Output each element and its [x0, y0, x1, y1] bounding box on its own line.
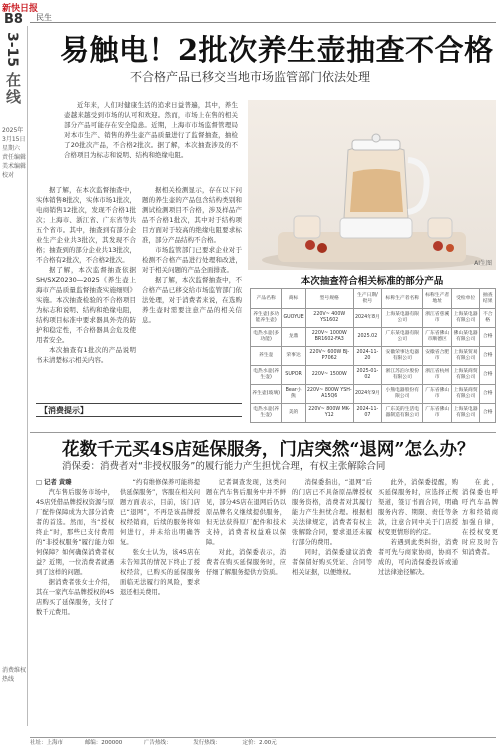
table-row: [251, 366, 496, 385]
masthead-bar: [0, 0, 500, 14]
table-row: [251, 404, 496, 423]
paragraph: 此外，消保委提醒，购买延保服务时，应选择正规渠道，签订书面合同，明确服务内容、期限、责任等条款，注意合同中关于门店授权变更情形的约定。: [378, 479, 458, 536]
footer-item: 发行热线：: [193, 740, 221, 746]
sidebar-meta-line: 热线: [2, 676, 15, 683]
table-row: [251, 385, 496, 404]
sidebar-meta-line: 星期六: [2, 145, 21, 152]
sidebar-brand: 在线: [4, 72, 22, 106]
table-cell: 电热水壶(多功能): [251, 328, 282, 347]
table-cell: 2025-01-02: [353, 366, 382, 385]
paragraph: 据了解，本次监督抽查中，不合格产品已移交给市场监管部门依法处理，对于消费者来说，在选购养生壶时需要注意产品的相关信息。: [142, 276, 242, 324]
table-cell: 荣事达: [282, 347, 306, 366]
sidebar-meta-line: 校对: [2, 172, 15, 179]
sidebar-meta-line: 责任编辑: [2, 154, 27, 161]
table-header: 抽查结果: [480, 289, 496, 309]
table-cell: 安徽省合肥市: [423, 347, 451, 366]
table-header: 商标: [282, 289, 306, 309]
paragraph: “约有维修保养可能将提供延保服务”，客服在相关问题方面表示，目前，该门店已“退网”，不再是该品牌授权经销商，后续的服务将如何进行，并未给出明确答复。: [120, 479, 200, 546]
article2-subhead: 消保委：消费者对“非授权服务”的履行能力产生担忧合理，有权主张解除合同: [62, 461, 386, 472]
table-cell: 2024-11-20: [353, 347, 382, 366]
table-cell: 广东省佛山市顺德区: [423, 328, 451, 347]
article2-column-4: [292, 478, 372, 578]
table-row: [251, 328, 496, 347]
paragraph: 对此，消保委表示，消费者在购买延保服务时，应仔细了解服务提供方资质。: [206, 549, 286, 576]
paragraph: 记者调查发现，这类问题在汽车售后服务中并不鲜见，部分4S店在退网后仍以原品牌名义继续提供服务，但无法获得原厂配件和技术支持，消费者权益难以保障。: [206, 479, 286, 546]
page-number: B8: [4, 12, 23, 27]
paragraph: 张女士认为，该4S店在未告知其的情况下终止了授权经营，已购买的延保服务面临无法履行的风险，要求退还相关费用。: [120, 549, 200, 596]
table-cell: 上海某商贸有限公司: [451, 385, 479, 404]
table-cell: 上海某电器有限公司: [382, 309, 423, 328]
article2-column-3: [206, 478, 286, 578]
table-row: [251, 347, 496, 366]
footer-item: 定价：2.00元: [242, 740, 277, 746]
sidebar-meta-line: 美术编辑: [2, 163, 27, 170]
table-cell: 2024年9月: [353, 385, 382, 404]
table-cell: 广东省佛山市: [423, 404, 451, 423]
paragraph: 在此，消保委也呼吁汽车品牌方和经销商加强自律，在授权变更时应及时告知消费者。: [462, 479, 498, 556]
table-cell: 上海某商贸有限公司: [451, 366, 479, 385]
table-cell: 小熊电器股份有限公司: [382, 385, 423, 404]
table-cell: 浙江省慈溪市: [423, 309, 451, 328]
article2-headline: 花数千元买4S店延保服务，门店突然“退网”怎么办？: [62, 440, 475, 460]
table-cell: 220V~ 800W YSH-A15Q6: [305, 385, 353, 404]
article-subhead: 不合格产品已移交当地市场监管部门依法处理: [130, 70, 371, 84]
sidebar-divider: [27, 26, 28, 726]
table-cell: 220V~ 800W MK-Y12: [305, 404, 353, 423]
article2-column-6: [462, 478, 498, 558]
article2-column-5: [378, 478, 458, 578]
sidebar-meta-bottom: [2, 666, 26, 684]
footer-item: 邮编：200000: [84, 740, 123, 746]
article2-column-1: [36, 478, 114, 618]
article-column-b: [142, 185, 242, 325]
table-cell: 浙江省杭州市: [423, 366, 451, 385]
kettle-photo: [248, 100, 496, 270]
table-row: [251, 309, 496, 328]
table-cell: 电热水壶(养生壶): [251, 366, 282, 385]
table-cell: 广东省佛山市: [423, 385, 451, 404]
footer-item: 社址：上海市: [30, 740, 64, 746]
sidebar-meta-line: 3月15日: [2, 136, 26, 143]
section-tag: 民生: [36, 13, 52, 22]
table-cell: 养生壶(玻璃): [251, 385, 282, 404]
footer-item: 广告热线：: [144, 740, 172, 746]
table-cell: 养生壶(多功能养生壶): [251, 309, 282, 328]
table-cell: 安徽荣事达电器有限公司: [382, 347, 423, 366]
photo-credit: AI生图: [474, 260, 492, 267]
sidebar-meta: [2, 126, 26, 180]
table-cell: 上海某电器有限公司: [451, 309, 479, 328]
table-cell: 合格: [480, 366, 496, 385]
table-cell: 合格: [480, 385, 496, 404]
sidebar: [0, 26, 28, 726]
table-cell: Bear小熊: [282, 385, 306, 404]
sidebar-date: 3-15: [4, 32, 20, 68]
table-cell: 2025.02: [353, 328, 382, 347]
article-intro: [64, 100, 238, 160]
tips-title: 【消费提示】: [36, 403, 242, 417]
table-cell: 浙江苏泊尔股份有限公司: [382, 366, 423, 385]
table-cell: SUPOR: [282, 366, 306, 385]
table-cell: 电热水壶(养生壶): [251, 404, 282, 423]
paragraph: 市场监管部门已要求企业对于检测不合格产品进行处理和改进，对于相关问题的产品全面排查。: [142, 246, 242, 274]
table-header: 标称生产者地址: [423, 289, 451, 309]
article2-column-2: [120, 478, 200, 598]
table-cell: 合格: [480, 404, 496, 423]
paragraph: 消保委指出，“退网”后的门店已不具备原品牌授权服务资格，消费者对其履行能力产生担忧合理。根据相关法律规定，消费者有权主张解除合同，要求退还未履行部分的费用。: [292, 479, 372, 546]
paper-name: 新快日报: [2, 4, 39, 14]
table-header: 生产日期/批号: [353, 289, 382, 309]
table-cell: 上海某贸易有限公司: [451, 347, 479, 366]
table-header: 受检单位: [451, 289, 479, 309]
table-cell: 龙鼎: [282, 328, 306, 347]
product-table: [250, 288, 496, 423]
kettle-illustration: [248, 100, 496, 270]
paragraph: 若遇到此类纠纷，消费者可先与商家协商，协商不成的，可向消保委投诉或通过法律途径解决。: [378, 539, 458, 576]
paragraph: 据了解，本次监督抽查依据SH/SXZ0230—2025《养生壶上海市产品质量监督抽查实施细则》实施。本次抽查检验的不合格项目为标志和说明、结构和绝缘电阻，结构项目标准中要求器具外壳的防护和稳定性，不合格器具会危及使用者安全。: [36, 266, 136, 344]
section-divider: [30, 432, 496, 433]
article-column-a: [36, 185, 136, 365]
paragraph: 汽车售后服务市场中，4S店凭借品牌授权资源与原厂配件保障成为大部分消费者的首选。然而，当“授权终止”时，那些已支付费用的“非授权服务”履行能力如何保障？如何确保消费者权益？近期，一位消费者就遇到了这样的问题。: [36, 489, 114, 576]
table-cell: 广东某电器有限公司: [382, 328, 423, 347]
table-header: 标称生产者名称: [382, 289, 423, 309]
top-rule: [30, 22, 496, 23]
table-header: 产品名称: [251, 289, 282, 309]
page-footer: [30, 737, 496, 749]
paragraph: 本次抽查有1批次的产品说明书未清楚标示相关内容。: [36, 346, 136, 364]
table-cell: 合格: [480, 347, 496, 366]
table-cell: 220V~ 1000W BR1602-FA3: [305, 328, 353, 347]
table-caption: 本次抽查符合相关标准的部分产品: [300, 276, 444, 287]
paragraph: 据相关检测显示，存在以下问题的养生壶的产品包含结构类别和测试检测项目不合格，涉及样品产品不合格1批次，其中对于结构项目方面对于较高的绝缘电阻要求标准，部分产品结构不合格。: [142, 186, 242, 244]
sidebar-meta-line: 2025年: [2, 127, 24, 134]
table-cell: 广东美的生活电器制造有限公司: [382, 404, 423, 423]
table-cell: 上海某电器有限公司: [451, 404, 479, 423]
table-cell: GUOYUE: [282, 309, 306, 328]
table-cell: 养生壶: [251, 347, 282, 366]
sidebar-meta-line: 消费维权: [2, 667, 27, 674]
table-cell: 220V~ 600W BJ-P7062: [305, 347, 353, 366]
byline: □ 记者 黄臻: [36, 479, 72, 486]
intro-paragraph: 近年来，人们对健康生活的追求日益普遍，其中，养生壶越来越受到市场的认可和欢迎。然而，市场上在售的相关部分产品可能存在安全隐患。近期，上海市市场监督管理局对本市生产、销售的养生壶产品质量进行了监督抽查，抽检了20批次产品，不合格2批次。据了解，本次抽查涉及的不合格项目为标志和说明、结构和绝缘电阻。: [64, 101, 238, 159]
paragraph: 据消费者张女士介绍，其在一家汽车品牌授权的4S店购买了延保服务，支付了数千元费用。: [36, 579, 114, 616]
table-cell: 2024年8月: [353, 309, 382, 328]
paragraph: 据了解，在本次监督抽查中，实体销售8批次，实体市场1批次，电商销售12批次，发现不合格1批次；上海市、浙江省、广东省等共五个省市。其中，抽查到有部分企业生产企业共3批次，其发现不合格；抽查到的部分企业共13批次，不合格有2批次，不合格2批次。: [36, 186, 136, 264]
table-cell: 不合格: [480, 309, 496, 328]
table-cell: 220V~ 1500W: [305, 366, 353, 385]
paragraph: 同时，消保委建议消费者保留好购买凭证、合同等相关证据，以便维权。: [292, 549, 372, 576]
table-cell: 合格: [480, 328, 496, 347]
table-cell: 佛山某电器有限公司: [451, 328, 479, 347]
article-headline: 易触电！2批次养生壶抽查不合格: [60, 33, 494, 67]
table-header-row: [251, 289, 496, 309]
table-cell: 2024-11-07: [353, 404, 382, 423]
table-cell: 美的: [282, 404, 306, 423]
table-cell: 220V~ 400W YS1602: [305, 309, 353, 328]
table-header: 型号规格: [305, 289, 353, 309]
